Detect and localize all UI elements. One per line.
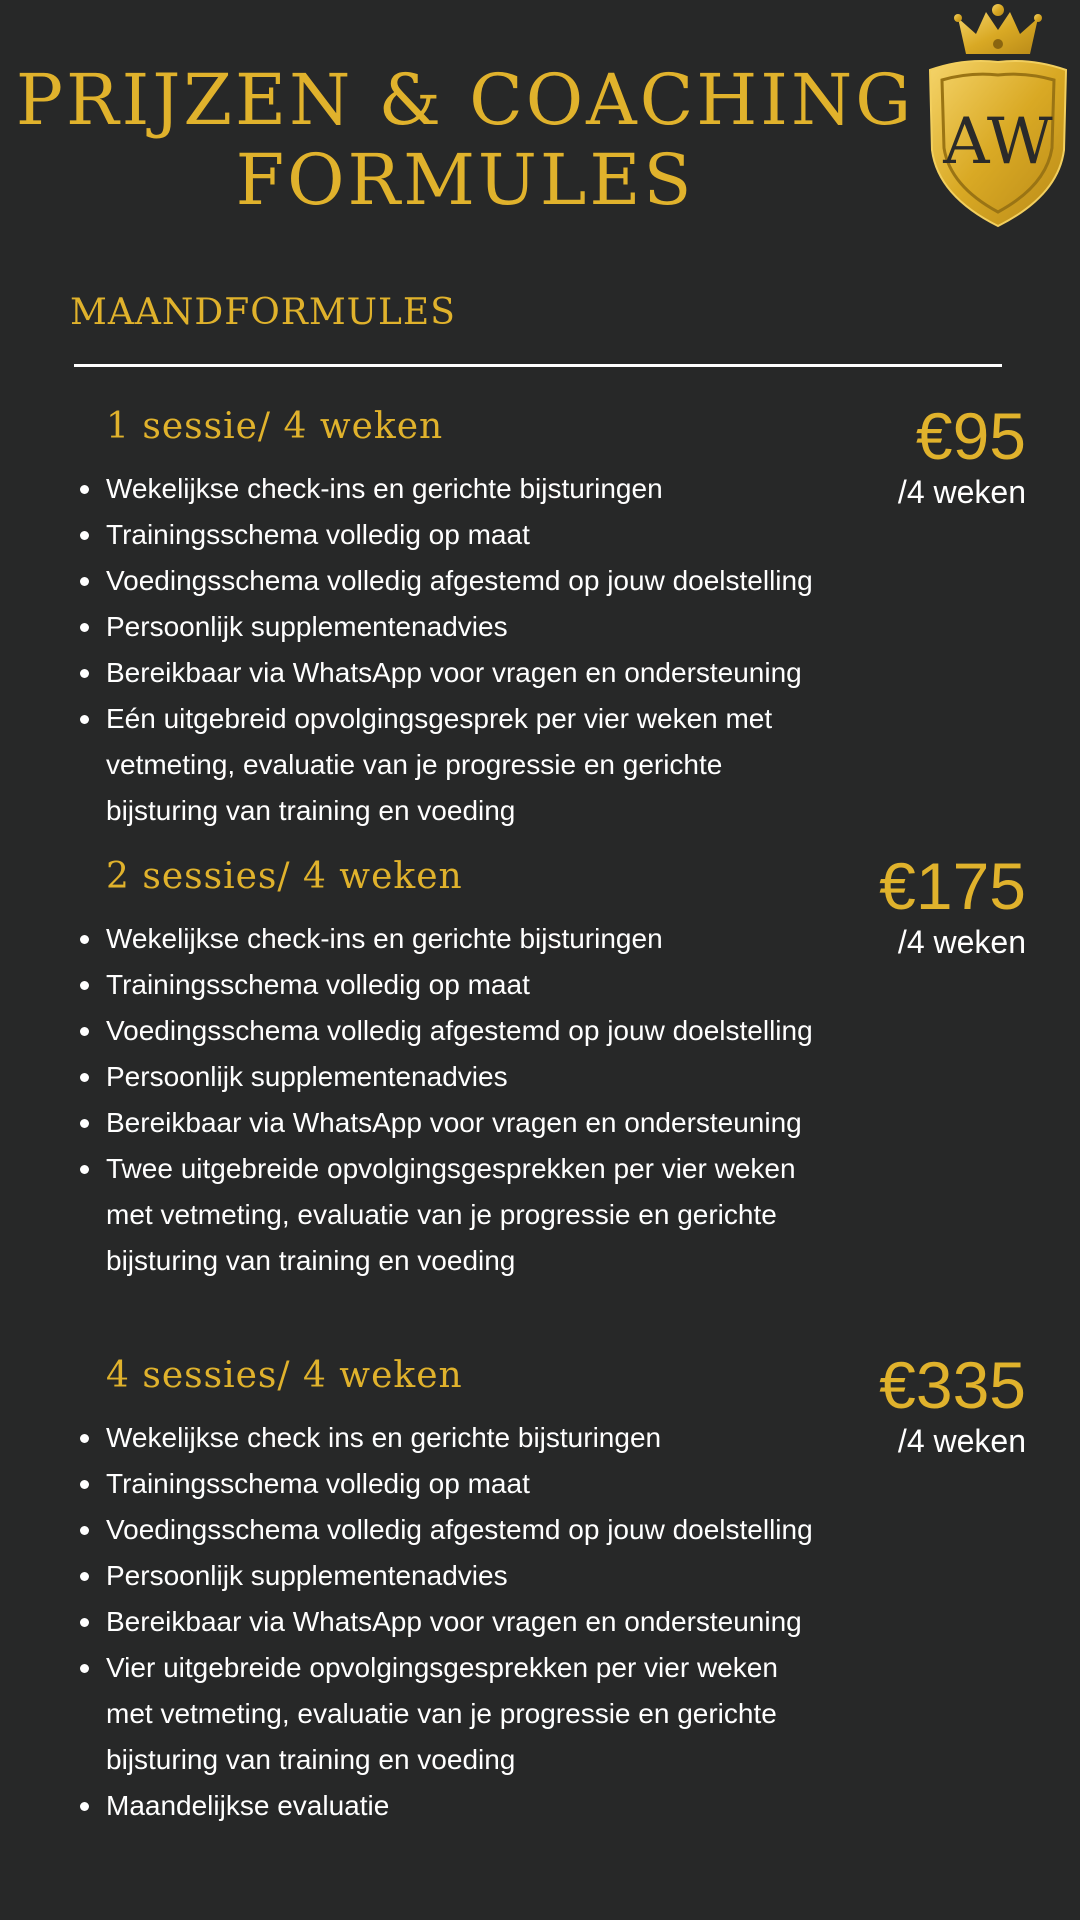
crest-logo (918, 0, 1080, 232)
feature-list (0, 916, 820, 1284)
crown-icon (954, 4, 1042, 54)
feature-item: Vier uitgebreide opvolgingsgesprekken per vier weken met vetmeting, evaluatie van je progressie en gerichte bijsturing van training en voeding (0, 1645, 820, 1783)
feature-item: Trainingsschema volledig op maat (0, 512, 820, 558)
plan-name: 4 sessies/ 4 weken (106, 1355, 463, 1396)
feature-item: Voedingsschema volledig afgestemd op jouw doelstelling (0, 558, 820, 604)
feature-item: Eén uitgebreid opvolgingsgesprek per vier weken met vetmeting, evaluatie van je progressie en gerichte bijsturing van training en voeding (0, 696, 820, 834)
feature-item: Wekelijkse check-ins en gerichte bijsturingen (0, 916, 820, 962)
feature-item: Wekelijkse check ins en gerichte bijsturingen (0, 1415, 820, 1461)
feature-item: Voedingsschema volledig afgestemd op jouw doelstelling (0, 1507, 820, 1553)
feature-list (0, 1415, 820, 1829)
feature-item: Bereikbaar via WhatsApp voor vragen en ondersteuning (0, 650, 820, 696)
feature-item: Bereikbaar via WhatsApp voor vragen en ondersteuning (0, 1599, 820, 1645)
section-title: MAANDFORMULES (70, 292, 456, 333)
feature-item: Persoonlijk supplementenadvies (0, 604, 820, 650)
page-title (0, 60, 930, 220)
plan-price: €95 (915, 399, 1026, 473)
feature-item: Trainingsschema volledig op maat (0, 1461, 820, 1507)
section-divider (74, 364, 1002, 367)
plan-period: /4 weken (897, 474, 1026, 510)
plan-name: 1 sessie/ 4 weken (106, 406, 444, 447)
feature-item: Persoonlijk supplementenadvies (0, 1054, 820, 1100)
plan-name: 2 sessies/ 4 weken (106, 856, 463, 897)
feature-item: Bereikbaar via WhatsApp voor vragen en ondersteuning (0, 1100, 820, 1146)
feature-item: Wekelijkse check-ins en gerichte bijsturingen (0, 466, 820, 512)
feature-item: Maandelijkse evaluatie (0, 1783, 820, 1829)
plan-price: €175 (879, 849, 1026, 923)
plan-price: €335 (879, 1348, 1026, 1422)
feature-item: Trainingsschema volledig op maat (0, 962, 820, 1008)
plan-period: /4 weken (897, 924, 1026, 960)
page-title-line-2: FORMULES (235, 139, 695, 221)
feature-item: Voedingsschema volledig afgestemd op jouw doelstelling (0, 1008, 820, 1054)
feature-item: Persoonlijk supplementenadvies (0, 1553, 820, 1599)
plan-period: /4 weken (897, 1423, 1026, 1459)
page-title-line-1: PRIJZEN & COACHING (15, 59, 915, 141)
logo-monogram: AW (943, 105, 1053, 179)
feature-list (0, 466, 820, 834)
feature-item: Twee uitgebreide opvolgingsgesprekken per vier weken met vetmeting, evaluatie van je progressie en gerichte bijsturing van training en voeding (0, 1146, 820, 1284)
